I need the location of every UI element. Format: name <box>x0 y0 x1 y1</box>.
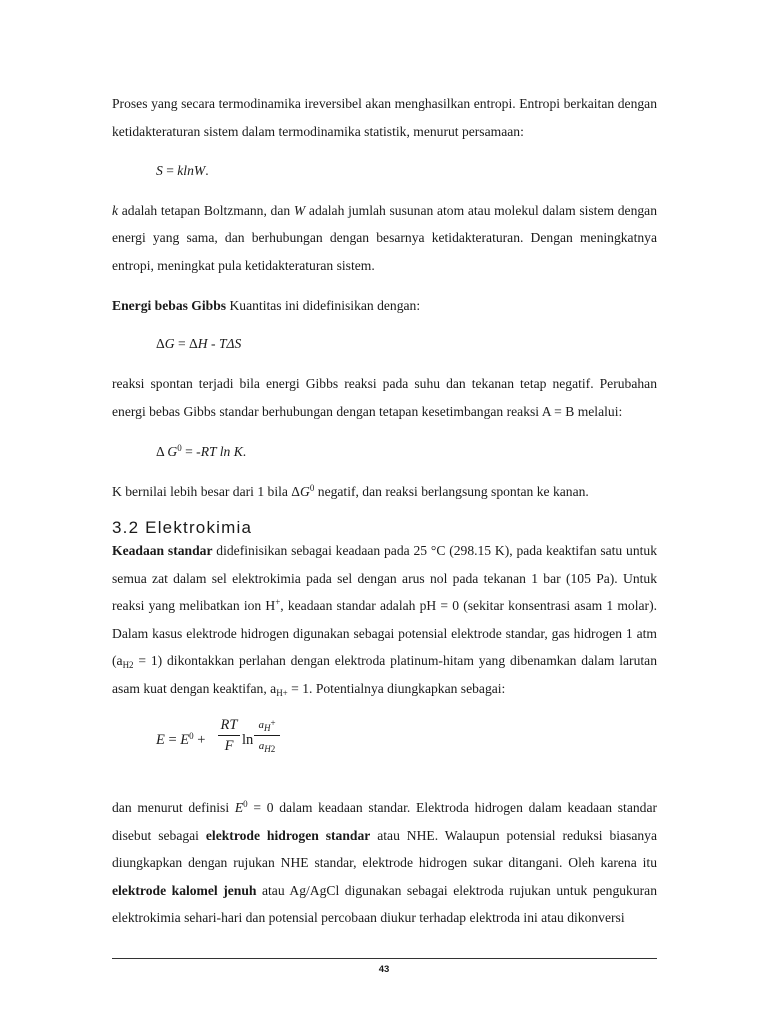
equation-gibbs: ΔG = ΔH - TΔS <box>156 335 242 351</box>
equation-entropy: S = klnW. <box>156 163 209 178</box>
activity-denominator: $a_{H2}$ <box>258 740 276 754</box>
natural-log: ln <box>242 732 254 748</box>
paragraph-entropy-intro: Proses yang secara termodinamika ireversibel akan menghasilkan entropi. Entropi berkaitan dengan ketidakteraturan sistem dalam termodinamika statistik, menurut persamaan: <box>112 96 657 139</box>
paragraph-standard-state: Keadaan standar didefinisikan sebagai keadaan pada 25 °C (298.15 K), pada keaktifan satu untuk semua zat dalam sel elektrokimia pada sel dengan arus nol pada tekanan 1 bar (105 Pa). Untuk reaksi yang melibatkan ion H+, keadaan standar adalah pH = 0 (sekitar konsentrasi asam 1 molar). Dalam kasus elektrode hidrogen digunakan sebagai potensial elektrode standar, gas hidrogen 1 atm $(a_{H2} = 1)$ dikontakkan perlahan dengan elektroda platinum-hitam yang dibenamkan dalam larutan asam kuat dengan keaktifan, $a_{H+} = 1$. Potentialnya diungkapkan sebagai: <box>112 543 657 698</box>
nernst-lhs: $E = E^0$ + <box>156 731 206 748</box>
page-body <box>112 90 657 932</box>
fraction-denominator: F <box>224 738 234 754</box>
fraction-bar <box>218 735 240 736</box>
fraction-rt-over-f <box>218 716 240 755</box>
section-title: 3.2 Elektrokimia <box>112 518 253 537</box>
equation-standard-gibbs: Δ $G^0 = -RT$ ln K. <box>156 443 247 459</box>
paragraph-spontaneous-reaction: reaksi spontan terjadi bila energi Gibbs reaksi pada suhu dan tekanan tetap negatif. Perubahan energi bebas Gibbs standar berhubungan dengan tetapan kesetimbangan reaksi A = B melalui: <box>112 376 657 419</box>
equation-nernst <box>156 716 657 774</box>
paragraph-gibbs-heading: Energi bebas Gibbs Kuantitas ini didefinisikan dengan: <box>112 298 421 313</box>
fraction-bar <box>254 735 280 736</box>
paragraph-equilibrium-constant: K bernilai lebih besar dari 1 bila $\Delta G^0$ negatif, dan reaksi berlangsung spontan ke kanan. <box>112 482 589 499</box>
paragraph-boltzmann: k adalah tetapan Boltzmann, dan W adalah jumlah susunan atom atau molekul dalam sistem dengan energi yang sama, dan berhubungan dengan besarnya ketidakteraturan. Dengan meningkatnya entropi, meningkat pula ketidakteraturan sistem. <box>112 202 658 273</box>
fraction-numerator: RT <box>220 717 238 733</box>
page-number: 43 <box>378 964 390 975</box>
fraction-activity-ratio <box>254 716 280 755</box>
paragraph-reference-electrode: dan menurut definisi $E^0 = 0$ dalam keadaan standar. Elektroda hidrogen dalam keadaan standar disebut sebagai elektrode hidrogen standar atau NHE. Walaupun potensial reduksi biasanya diungkapkan dengan rujukan NHE standar, elektrode hidrogen sukar ditangani. Oleh karena itu elektrode kalomel jenuh atau Ag/AgCl digunakan sebagai elektroda rujukan untuk pengukuran elektrokimia sehari-hari dan potensial percobaan diukur terhadap elektroda ini atau dikonversi <box>112 799 658 925</box>
activity-numerator: $a_{H^+}$ <box>258 718 276 733</box>
footer-rule <box>112 958 657 959</box>
